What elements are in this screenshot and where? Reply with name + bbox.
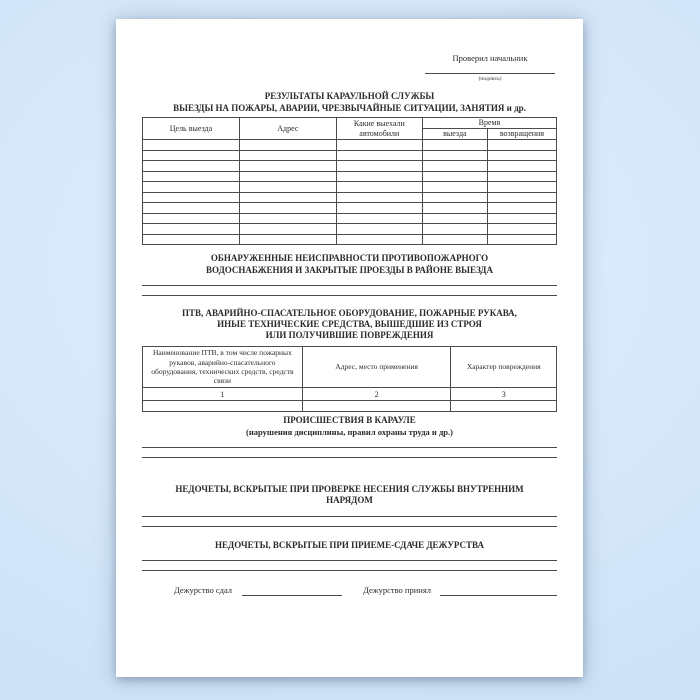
checked-by-label: Проверил начальник xyxy=(452,53,528,63)
empty-cell xyxy=(143,161,240,172)
col-header-return-time: возвращения xyxy=(487,129,556,140)
empty-table-row xyxy=(143,150,557,161)
empty-cell xyxy=(239,171,336,182)
equipment-heading xyxy=(142,308,557,341)
empty-cell xyxy=(487,192,556,203)
empty-cell xyxy=(336,224,422,235)
equipment-heading-line-3: ИЛИ ПОЛУЧИВШИЕ ПОВРЕЖДЕНИЯ xyxy=(265,330,434,340)
empty-cell xyxy=(487,203,556,214)
signature-caption: (подпись) xyxy=(478,76,502,82)
empty-cell xyxy=(143,213,240,224)
empty-cell xyxy=(336,171,422,182)
equipment-table xyxy=(142,346,557,412)
column-number-1: 1 xyxy=(143,388,303,401)
trips-table-body xyxy=(143,140,557,245)
empty-cell xyxy=(239,182,336,193)
col-header-purpose: Цель выезда xyxy=(143,118,240,140)
blank-write-line xyxy=(142,286,557,296)
empty-cell xyxy=(239,150,336,161)
empty-table-row xyxy=(143,401,557,412)
empty-cell xyxy=(143,203,240,214)
empty-cell xyxy=(336,213,422,224)
col-header-time: Время xyxy=(422,118,556,129)
column-number-2: 2 xyxy=(302,388,451,401)
empty-cell xyxy=(422,234,487,245)
col-header-departure-time: выезда xyxy=(422,129,487,140)
internal-duty-write-lines xyxy=(142,507,557,527)
duty-accepted-line xyxy=(440,586,557,596)
empty-cell xyxy=(143,192,240,203)
empty-table-row xyxy=(143,213,557,224)
water-supply-heading-line-2: ВОДОСНАБЖЕНИЯ И ЗАКРЫТЫЕ ПРОЕЗДЫ В РАЙОНЕ ВЫЕЗДА xyxy=(206,264,493,275)
col-header-address: Адрес xyxy=(239,118,336,140)
empty-cell xyxy=(143,140,240,151)
empty-cell xyxy=(302,401,451,412)
empty-table-row xyxy=(143,234,557,245)
internal-duty-heading-line-2: НАРЯДОМ xyxy=(326,495,373,505)
empty-cell xyxy=(143,150,240,161)
duty-accepted-label: Дежурство принял xyxy=(363,585,431,595)
approval-block xyxy=(425,53,555,83)
internal-duty-heading-line-1: НЕДОЧЕТЫ, ВСКРЫТЫЕ ПРИ ПРОВЕРКЕ НЕСЕНИЯ СЛУЖБЫ ВНУТРЕННИМ xyxy=(175,483,524,494)
empty-cell xyxy=(336,140,422,151)
empty-cell xyxy=(422,171,487,182)
empty-cell xyxy=(487,161,556,172)
empty-cell xyxy=(487,140,556,151)
empty-cell xyxy=(487,150,556,161)
incidents-heading xyxy=(142,415,557,438)
blank-write-line xyxy=(142,507,557,517)
title-line-1: РЕЗУЛЬТАТЫ КАРАУЛЬНОЙ СЛУЖБЫ xyxy=(264,91,435,101)
equipment-heading-line-2: ИНЫЕ ТЕХНИЧЕСКИЕ СРЕДСТВА, ВЫШЕДШИЕ ИЗ СТРОЯ xyxy=(217,319,482,329)
empty-cell xyxy=(487,182,556,193)
document-title xyxy=(142,91,557,114)
blank-write-line xyxy=(142,438,557,448)
empty-cell xyxy=(239,234,336,245)
empty-cell xyxy=(336,192,422,203)
empty-table-row xyxy=(143,161,557,172)
col-header-application-place: Адрес, место применения xyxy=(302,347,451,388)
col-header-vehicles: Какие выехали автомобили xyxy=(336,118,422,140)
trips-header-row xyxy=(143,118,557,129)
empty-cell xyxy=(143,224,240,235)
empty-table-row xyxy=(143,182,557,193)
empty-cell xyxy=(422,182,487,193)
equipment-header-row xyxy=(143,347,557,388)
empty-table-row xyxy=(143,140,557,151)
column-number-row xyxy=(143,388,557,401)
empty-cell xyxy=(487,213,556,224)
empty-cell xyxy=(451,401,557,412)
duty-handed-over-label: Дежурство сдал xyxy=(174,585,233,595)
empty-cell xyxy=(239,140,336,151)
empty-table-row xyxy=(143,171,557,182)
handover-heading xyxy=(142,540,557,552)
empty-cell xyxy=(487,224,556,235)
empty-cell xyxy=(143,234,240,245)
empty-cell xyxy=(422,213,487,224)
internal-duty-heading xyxy=(142,484,557,507)
title-line-2: ВЫЕЗДЫ НА ПОЖАРЫ, АВАРИИ, ЧРЕЗВЫЧАЙНЫЕ СИТУАЦИИ, ЗАНЯТИЯ и др. xyxy=(173,102,526,113)
blank-write-line xyxy=(142,517,557,527)
empty-cell xyxy=(239,192,336,203)
empty-cell xyxy=(336,203,422,214)
water-supply-write-lines xyxy=(142,276,557,296)
equipment-table-body xyxy=(143,388,557,412)
equipment-heading-line-1: ПТВ, АВАРИЙНО-СПАСАТЕЛЬНОЕ ОБОРУДОВАНИЕ, ПОЖАРНЫЕ РУКАВА, xyxy=(182,308,517,318)
trips-table xyxy=(142,117,557,245)
empty-cell xyxy=(422,203,487,214)
page-content xyxy=(116,19,583,677)
empty-cell xyxy=(336,182,422,193)
empty-cell xyxy=(239,161,336,172)
blank-write-line xyxy=(142,551,557,561)
empty-cell xyxy=(239,213,336,224)
empty-table-row xyxy=(143,192,557,203)
signature-line xyxy=(425,63,555,74)
duty-handed-over-line xyxy=(242,586,342,596)
empty-cell xyxy=(336,161,422,172)
empty-cell xyxy=(422,161,487,172)
empty-cell xyxy=(487,234,556,245)
empty-cell xyxy=(336,150,422,161)
handover-heading-line: НЕДОЧЕТЫ, ВСКРЫТЫЕ ПРИ ПРИЕМЕ-СДАЧЕ ДЕЖУРСТВА xyxy=(215,539,484,550)
empty-cell xyxy=(239,203,336,214)
empty-cell xyxy=(422,150,487,161)
empty-cell xyxy=(487,171,556,182)
incidents-write-lines xyxy=(142,438,557,458)
empty-cell xyxy=(336,234,422,245)
handover-write-lines xyxy=(142,551,557,571)
incidents-subheading: (нарушения дисциплины, правил охраны труда и др.) xyxy=(246,426,453,437)
empty-table-row xyxy=(143,203,557,214)
blank-write-line xyxy=(142,561,557,571)
document-page xyxy=(116,19,583,677)
empty-cell xyxy=(143,401,303,412)
blank-write-line xyxy=(142,448,557,458)
empty-cell xyxy=(422,224,487,235)
incidents-heading-line: ПРОИСШЕСТВИЯ В КАРАУЛЕ xyxy=(283,415,416,425)
empty-cell xyxy=(143,171,240,182)
empty-cell xyxy=(143,182,240,193)
column-number-3: 3 xyxy=(451,388,557,401)
water-supply-heading-line-1: ОБНАРУЖЕННЫЕ НЕИСПРАВНОСТИ ПРОТИВОПОЖАРНОГО xyxy=(210,253,489,263)
empty-cell xyxy=(422,140,487,151)
col-header-equipment-name: Наименование ПТВ, в том числе пожарных рукавов, аварийно-спасательного оборудования, технических средств, средств связи xyxy=(143,347,303,388)
duty-signatures-row xyxy=(142,585,557,596)
water-supply-heading xyxy=(142,253,557,276)
empty-cell xyxy=(422,192,487,203)
empty-table-row xyxy=(143,224,557,235)
col-header-damage-type: Характер повреждения xyxy=(451,347,557,388)
empty-cell xyxy=(239,224,336,235)
blank-write-line xyxy=(142,276,557,286)
